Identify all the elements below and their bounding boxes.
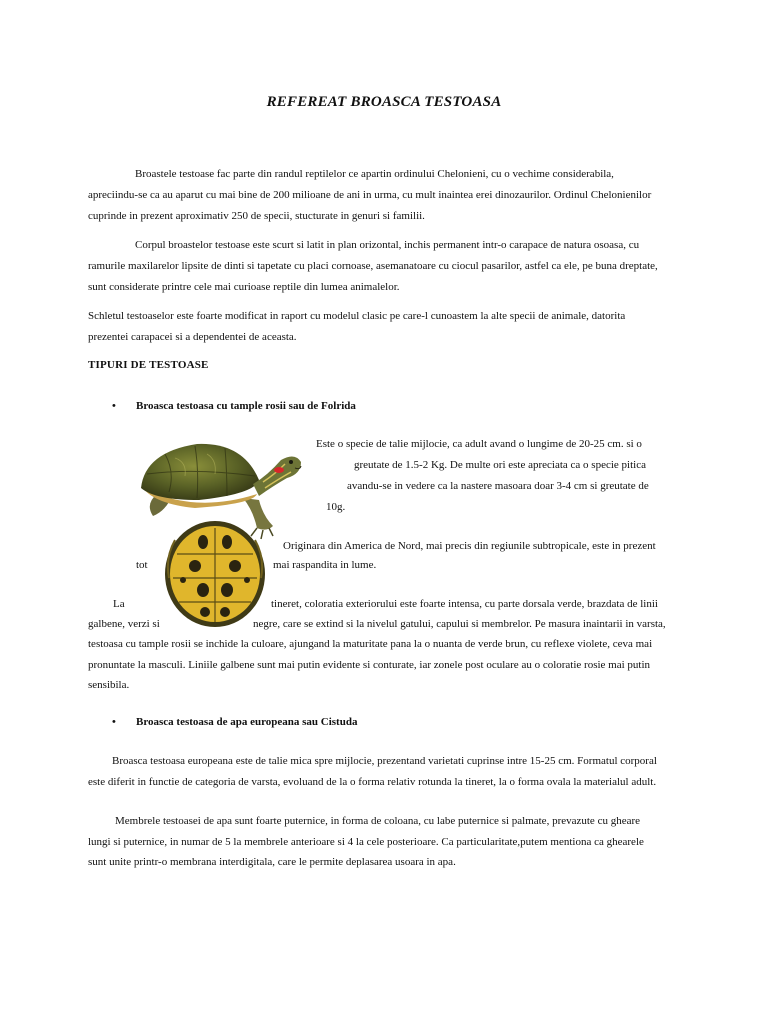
section1-line10: pronuntate la masculi. Liniile galbene sunt mai putin evidente si conturate, iar zonele post oculare au o coloratie rosie mai putin <box>88 659 651 671</box>
bullet-dot-icon: • <box>112 716 116 728</box>
para4-line1: Broasca testoasa europeana este de talie mica spre mijlocie, prezentand varietati cuprinse intre 15-25 cm. Formatul corporal <box>112 755 657 767</box>
section1-line6a: tot <box>136 559 148 571</box>
para2-line1: Corpul broastelor testoase este scurt si latit in plan orizontal, inchis permanent intr-o carapace de natura osoasa, cu <box>135 239 640 251</box>
section1-line4: 10g. <box>326 501 346 513</box>
para2-line3: sunt considerate printre cele mai curioase reptile din lumea animalelor. <box>88 281 400 293</box>
document-title: REFEREAT BROASCA TESTOASA <box>266 94 502 110</box>
section1-line7a: La <box>113 598 125 610</box>
para4-line2: este diferit in functie de categoria de varsta, evoluand de la o forma relativ rotunda la tineret, la o forma ovala la materialul adult. <box>88 776 657 788</box>
section1-line9: testoasa cu tample rosii se inchide la culoare, ajungand la maturitate pana la o nuanta de verde brun, cu reflexe violete, ceva mai <box>88 638 653 650</box>
bullet-item-1 <box>112 399 356 413</box>
section1-line1: Este o specie de talie mijlocie, ca adult avand o lungime de 20-25 cm. si o <box>316 438 642 450</box>
bullet-dot-icon: • <box>112 400 116 412</box>
para1-line3: cuprinde in prezent aproximativ 250 de specii, stucturate in genuri si familii. <box>88 210 425 222</box>
para5-line3: sunt unite printr-o membrana interdigitala, care le permite deplasarea usoara in apa. <box>88 856 456 868</box>
para2-line2: ramurile maxilarelor lipsite de dinti si tapetate cu placi cornoase, asemanatoare cu ciocul pasarilor, astfel ca ele, pe buna dreptate, <box>88 260 658 272</box>
para1-line2: apreciindu-se ca au aparut cu mai bine de 200 milioane de ani in urma, cu mult inaintea erei dinozaurilor. Ordinul Chelonienilor <box>88 189 652 201</box>
section1-line3: avandu-se in vedere ca la nastere masoara doar 3-4 cm si greutate de <box>347 480 649 492</box>
section1-line7b: tineret, coloratia exteriorului este foarte intensa, cu parte dorsala verde, brazdata de linii <box>271 598 658 610</box>
section1-line5: Originara din America de Nord, mai precis din regiunile subtropicale, este in prezent <box>283 540 656 552</box>
section-heading: TIPURI DE TESTOASE <box>88 359 209 371</box>
para1-line1: Broastele testoase fac parte din randul reptilelor ce apartin ordinului Chelonieni, cu o vechime considerabila, <box>135 168 614 180</box>
section1-line8a: galbene, verzi si <box>88 618 160 630</box>
bullet-item-1-label: Broasca testoasa cu tample rosii sau de Folrida <box>136 400 356 412</box>
para5-line2: lungi si puternice, in numar de 5 la membrele anterioare si 4 la cele posterioare. Ca particularitate,putem mentiona ca ghearele <box>88 836 644 848</box>
bullet-item-2 <box>112 715 358 729</box>
turtle-plastron-photo <box>163 518 267 628</box>
para5-line1: Membrele testoasei de apa sunt foarte puternice, in forma de coloana, cu labe puternice si palmate, prevazute cu gheare <box>115 815 641 827</box>
section1-line11: sensibila. <box>88 679 130 691</box>
bullet-item-2-label: Broasca testoasa de apa europeana sau Cistuda <box>136 716 358 728</box>
section1-line2: greutate de 1.5-2 Kg. De multe ori este apreciata ca o specie pitica <box>354 459 646 471</box>
section1-line6b: mai raspandita in lume. <box>273 559 377 571</box>
para3-line2: prezentei carapacei si a dependentei de aceasta. <box>88 331 297 343</box>
para3-line1: Schletul testoaselor este foarte modificat in raport cu modelul clasic pe care-l cunoastem la alte specii de animale, datorita <box>88 310 626 322</box>
section1-line8b: negre, care se extind si la nivelul gatului, capului si membrelor. Pe masura inaintarii in varsta, <box>253 618 666 630</box>
